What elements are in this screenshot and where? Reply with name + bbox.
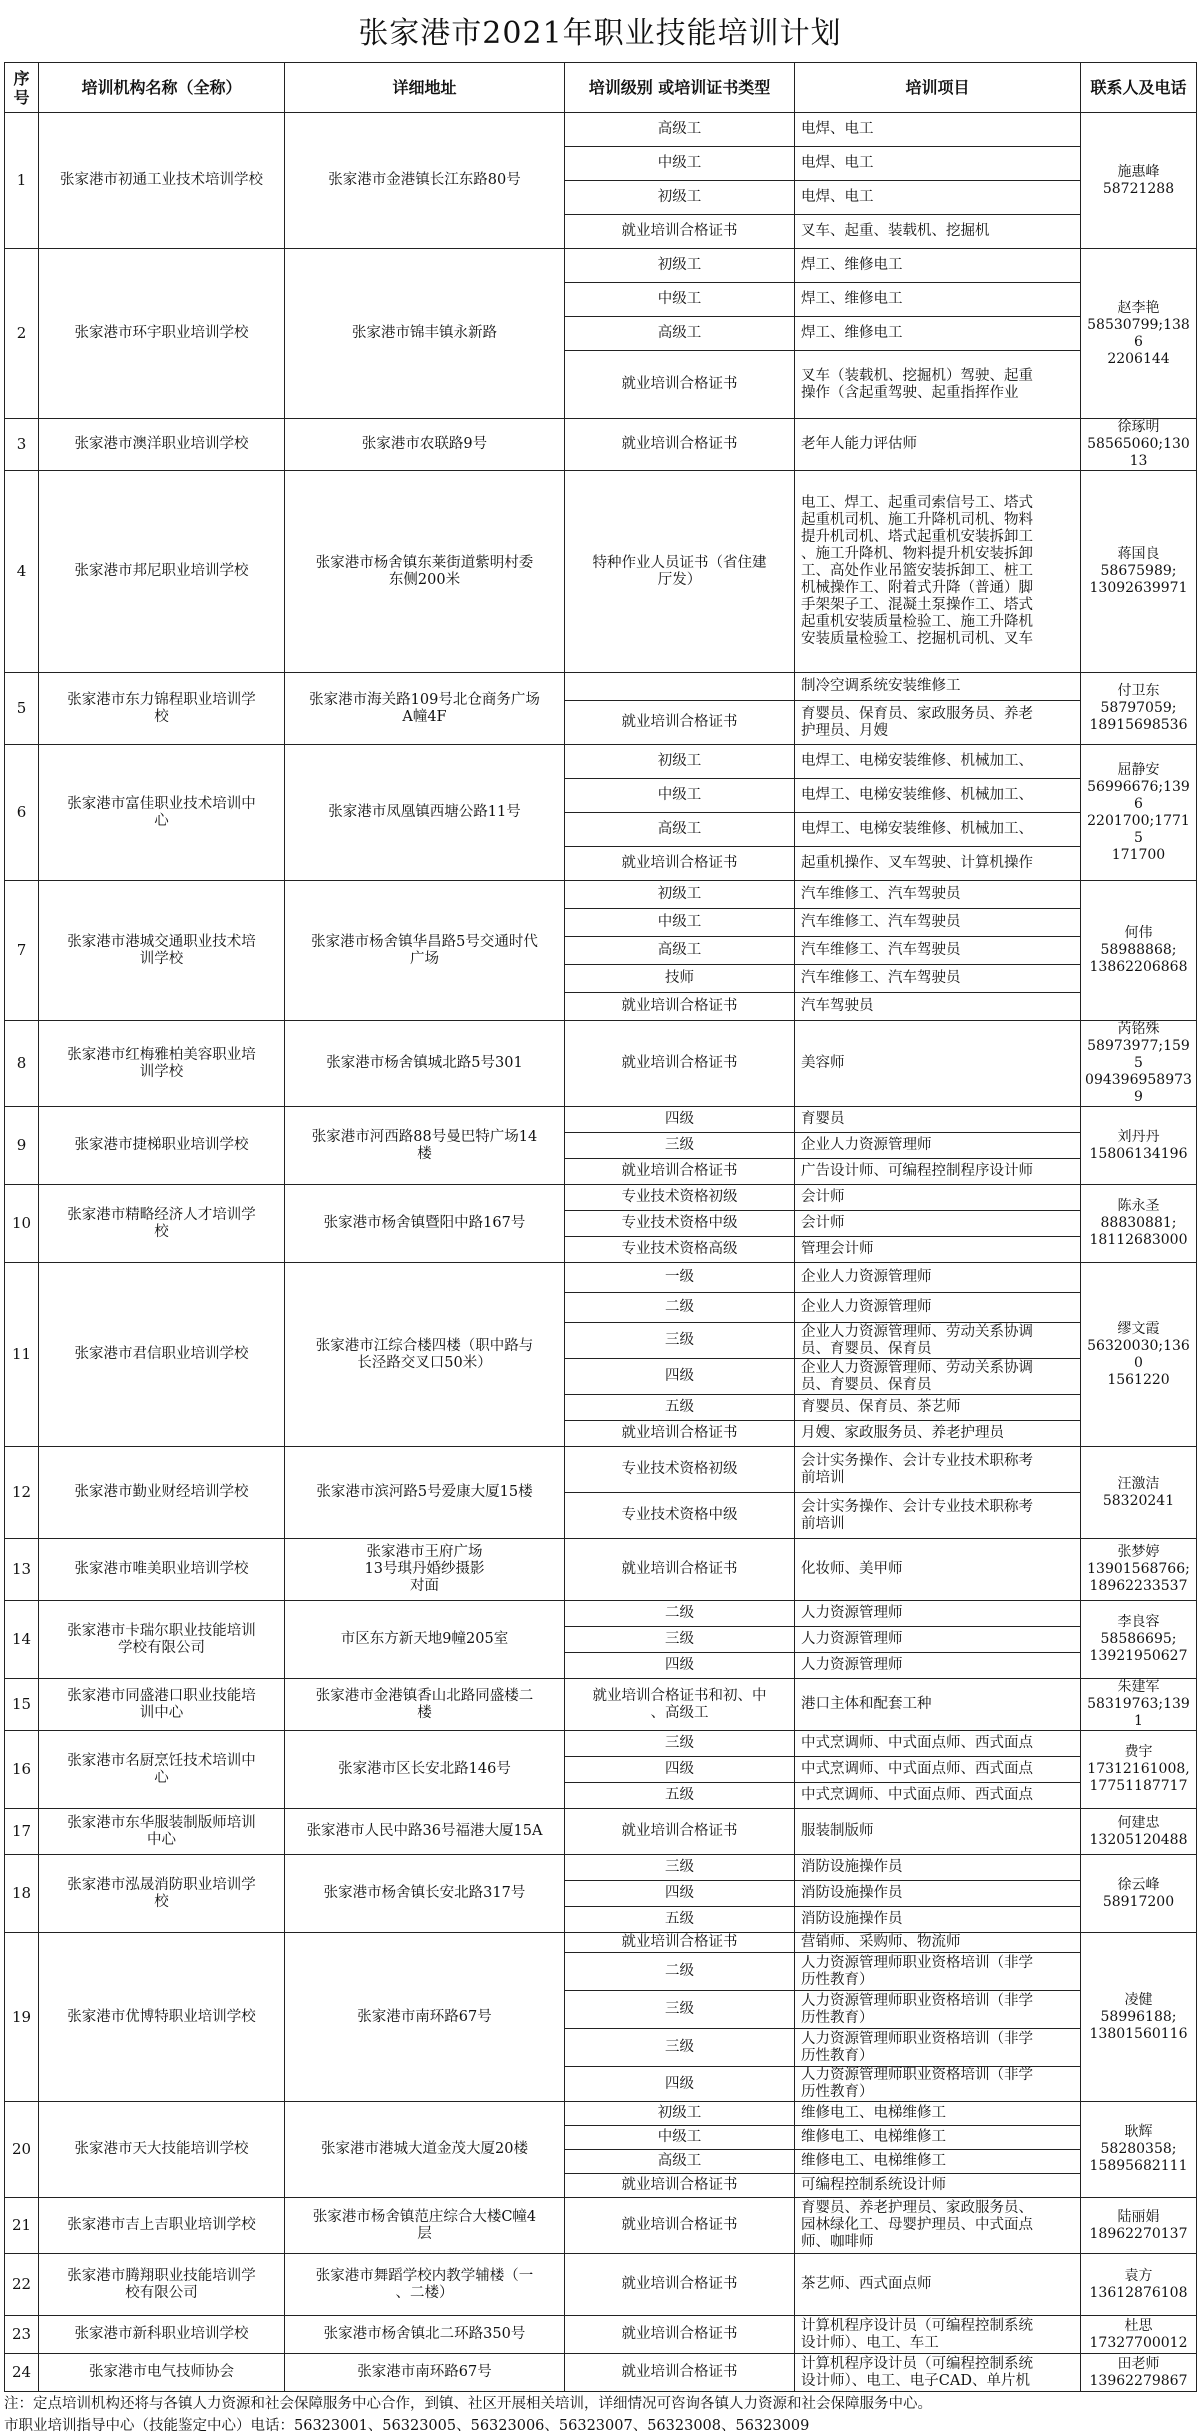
institution-name: 张家港市优博特职业培训学校: [39, 1933, 285, 2102]
training-level: 高级工: [565, 813, 795, 847]
row-number: 7: [5, 881, 39, 1021]
contact-info: 陆丽娟 18962270137: [1081, 2198, 1197, 2254]
training-project: 老年人能力评估师: [795, 419, 1081, 471]
training-level: 初级工: [565, 249, 795, 283]
hotline-note: 市职业培训指导中心（技能鉴定中心）电话：56323001、56323005、56323006、56323007、56323008、56323009: [4, 2418, 810, 2434]
contact-info: 朱建军 58319763;1391: [1081, 1679, 1197, 1731]
training-project: 中式烹调师、中式面点师、西式面点: [795, 1757, 1081, 1783]
institution-address: 张家港市杨舍镇暨阳中路167号: [285, 1185, 565, 1263]
training-level: 四级: [565, 1107, 795, 1133]
training-level: 一级: [565, 1263, 795, 1293]
table-row: [5, 1601, 1197, 1627]
contact-info: 李良容 58586695; 13921950627: [1081, 1601, 1197, 1679]
institution-address: 张家港市杨舍镇长安北路317号: [285, 1855, 565, 1933]
institution-address: 张家港市锦丰镇永新路: [285, 249, 565, 419]
row-number: 11: [5, 1263, 39, 1447]
row-number: 19: [5, 1933, 39, 2102]
training-level: 三级: [565, 1133, 795, 1159]
row-number: 18: [5, 1855, 39, 1933]
table-row: [5, 471, 1197, 673]
table-row: [5, 249, 1197, 283]
training-project: 人力资源管理师: [795, 1601, 1081, 1627]
training-level: 专业技术资格初级: [565, 1447, 795, 1493]
training-project: 汽车驾驶员: [795, 993, 1081, 1021]
training-project: 会计实务操作、会计专业技术职称考 前培训: [795, 1493, 1081, 1539]
training-project: 企业人力资源管理师: [795, 1293, 1081, 1323]
institution-address: 市区东方新天地9幢205室: [285, 1601, 565, 1679]
institution-name: 张家港市腾翔职业技能培训学 校有限公司: [39, 2254, 285, 2316]
training-level: 四级: [565, 2067, 795, 2102]
training-project: 育婴员、保育员、家政服务员、养老 护理员、月嫂: [795, 701, 1081, 745]
institution-name: 张家港市富佳职业技术培训中 心: [39, 745, 285, 881]
contact-info: 张梦婷 13901568766; 18962233537: [1081, 1539, 1197, 1601]
table-row: [5, 1107, 1197, 1133]
row-number: 9: [5, 1107, 39, 1185]
institution-name: 张家港市唯美职业培训学校: [39, 1539, 285, 1601]
contact-info: 赵李艳 58530799;1386 2206144: [1081, 249, 1197, 419]
institution-address: 张家港市南环路67号: [285, 2354, 565, 2392]
table-row: [5, 1539, 1197, 1601]
institution-address: 张家港市农联路9号: [285, 419, 565, 471]
training-level: [565, 673, 795, 701]
training-level: 二级: [565, 1601, 795, 1627]
training-level: 三级: [565, 2029, 795, 2067]
training-level: 就业培训合格证书: [565, 2316, 795, 2354]
training-project: 维修电工、电梯维修工: [795, 2126, 1081, 2150]
training-project: 企业人力资源管理师: [795, 1133, 1081, 1159]
institution-address: 张家港市人民中路36号福港大厦15A: [285, 1809, 565, 1855]
training-project: 育婴员: [795, 1107, 1081, 1133]
training-level: 就业培训合格证书: [565, 2254, 795, 2316]
institution-name: 张家港市东力锦程职业培训学 校: [39, 673, 285, 745]
training-level: 就业培训合格证书和初、中 、高级工: [565, 1679, 795, 1731]
row-number: 12: [5, 1447, 39, 1539]
training-project: 汽车维修工、汽车驾驶员: [795, 881, 1081, 909]
table-header-row: [5, 63, 1197, 113]
institution-name: 张家港市红梅雅柏美容职业培 训学校: [39, 1021, 285, 1107]
training-project: 可编程控制系统设计师: [795, 2174, 1081, 2198]
institution-address: 张家港市河西路88号曼巴特广场14 楼: [285, 1107, 565, 1185]
institution-address: 张家港市杨舍镇范庄综合大楼C幢4 层: [285, 2198, 565, 2254]
training-level: 三级: [565, 1991, 795, 2029]
training-project: 月嫂、家政服务员、养老护理员: [795, 1421, 1081, 1447]
table-row: [5, 1809, 1197, 1855]
training-level: 四级: [565, 1881, 795, 1907]
contact-info: 施惠峰 58721288: [1081, 113, 1197, 249]
table-row: [5, 1855, 1197, 1881]
training-level: 技师: [565, 965, 795, 993]
training-level: 中级工: [565, 909, 795, 937]
table-row: [5, 881, 1197, 909]
training-project: 电工、焊工、起重司索信号工、塔式 起重机司机、施工升降机司机、物料 提升机司机、塔式起重机安装拆卸工 、施工升降机、物料提升机安装拆卸 工、高处作业吊篮安装拆卸工、桩工 机械操作工、附着式升降（普通）脚 手架架子工、混凝土泵操作工、塔式 起重机安装质量检验工、施工升降机 安装质量检验工、挖掘机司机、叉车: [795, 471, 1081, 673]
training-level: 五级: [565, 1907, 795, 1933]
contact-info: 凌健 58996188; 13801560116: [1081, 1933, 1197, 2102]
training-level: 就业培训合格证书: [565, 1539, 795, 1601]
training-level: 四级: [565, 1359, 795, 1395]
institution-name: 张家港市卡瑞尔职业技能培训 学校有限公司: [39, 1601, 285, 1679]
row-number: 14: [5, 1601, 39, 1679]
contact-info: 杜思 17327700012: [1081, 2316, 1197, 2354]
training-project: 管理会计师: [795, 1237, 1081, 1263]
row-number: 1: [5, 113, 39, 249]
row-number: 4: [5, 471, 39, 673]
header-level: 培训级别 或培训证书类型: [565, 63, 795, 113]
training-level: 中级工: [565, 147, 795, 181]
institution-address: 张家港市南环路67号: [285, 1933, 565, 2102]
training-level: 中级工: [565, 283, 795, 317]
training-project: 叉车（装载机、挖掘机）驾驶、起重 操作（含起重驾驶、起重指挥作业: [795, 351, 1081, 419]
table-row: [5, 2198, 1197, 2254]
institution-name: 张家港市泓晟消防职业培训学 校: [39, 1855, 285, 1933]
training-project: 会计师: [795, 1185, 1081, 1211]
contact-info: 田老师 13962279867: [1081, 2354, 1197, 2392]
header-address: 详细地址: [285, 63, 565, 113]
training-level: 就业培训合格证书: [565, 1809, 795, 1855]
training-project: 企业人力资源管理师、劳动关系协调 员、育婴员、保育员: [795, 1359, 1081, 1395]
row-number: 17: [5, 1809, 39, 1855]
institution-address: 张家港市杨舍镇东莱街道紫明村委 东侧200米: [285, 471, 565, 673]
training-project: 人力资源管理师职业资格培训（非学 历性教育）: [795, 1991, 1081, 2029]
header-project: 培训项目: [795, 63, 1081, 113]
row-number: 20: [5, 2102, 39, 2198]
institution-address: 张家港市海关路109号北仓商务广场 A幢4F: [285, 673, 565, 745]
institution-address: 张家港市滨河路5号爱康大厦15楼: [285, 1447, 565, 1539]
institution-name: 张家港市澳洋职业培训学校: [39, 419, 285, 471]
training-level: 就业培训合格证书: [565, 993, 795, 1021]
row-number: 16: [5, 1731, 39, 1809]
training-level: 五级: [565, 1783, 795, 1809]
training-level: 就业培训合格证书: [565, 215, 795, 249]
institution-address: 张家港市舞蹈学校内教学辅楼（一 、二楼）: [285, 2254, 565, 2316]
training-project: 会计实务操作、会计专业技术职称考 前培训: [795, 1447, 1081, 1493]
table-row: [5, 2316, 1197, 2354]
training-level: 四级: [565, 1757, 795, 1783]
institution-name: 张家港市邦尼职业培训学校: [39, 471, 285, 673]
contact-info: 费宇 17312161008, 17751187717: [1081, 1731, 1197, 1809]
row-number: 5: [5, 673, 39, 745]
row-number: 15: [5, 1679, 39, 1731]
training-level: 特种作业人员证书（省住建 厅发）: [565, 471, 795, 673]
training-level: 专业技术资格中级: [565, 1493, 795, 1539]
institution-name: 张家港市名厨烹饪技术培训中 心: [39, 1731, 285, 1809]
training-project: 茶艺师、西式面点师: [795, 2254, 1081, 2316]
header-contact: 联系人及电话: [1081, 63, 1197, 113]
training-project: 电焊、电工: [795, 181, 1081, 215]
institution-address: 张家港市凤凰镇西塘公路11号: [285, 745, 565, 881]
training-level: 就业培训合格证书: [565, 2354, 795, 2392]
header-institution: 培训机构名称（全称）: [39, 63, 285, 113]
training-level: 三级: [565, 1731, 795, 1757]
training-level: 四级: [565, 1653, 795, 1679]
table-row: [5, 1263, 1197, 1293]
training-level: 就业培训合格证书: [565, 1421, 795, 1447]
institution-address: 张家港市杨舍镇北二环路350号: [285, 2316, 565, 2354]
training-level: 初级工: [565, 745, 795, 779]
training-project: 制冷空调系统安装维修工: [795, 673, 1081, 701]
training-level: 高级工: [565, 937, 795, 965]
table-row: [5, 1447, 1197, 1493]
contact-info: 汪激洁 58320241: [1081, 1447, 1197, 1539]
training-project: 焊工、维修电工: [795, 249, 1081, 283]
institution-name: 张家港市港城交通职业技术培 训学校: [39, 881, 285, 1021]
training-project: 焊工、维修电工: [795, 317, 1081, 351]
footnote: 注：定点培训机构还将与各镇人力资源和社会保障服务中心合作，到镇、社区开展相关培训，详细情况可咨询各镇人力资源和社会保障服务中心。: [4, 2396, 932, 2412]
training-level: 三级: [565, 1323, 795, 1359]
training-project: 电焊工、电梯安装维修、机械加工、: [795, 745, 1081, 779]
training-project: 消防设施操作员: [795, 1881, 1081, 1907]
training-level: 三级: [565, 1855, 795, 1881]
table-row: [5, 1679, 1197, 1731]
training-project: 电焊、电工: [795, 113, 1081, 147]
training-project: 消防设施操作员: [795, 1855, 1081, 1881]
training-level: 五级: [565, 1395, 795, 1421]
training-project: 中式烹调师、中式面点师、西式面点: [795, 1783, 1081, 1809]
training-level: 就业培训合格证书: [565, 351, 795, 419]
contact-info: 徐云峰 58917200: [1081, 1855, 1197, 1933]
institution-name: 张家港市精略经济人才培训学 校: [39, 1185, 285, 1263]
training-level: 就业培训合格证书: [565, 1159, 795, 1185]
training-level: 就业培训合格证书: [565, 1933, 795, 1953]
contact-info: 蒋国良 58675989; 13092639971: [1081, 471, 1197, 673]
row-number: 10: [5, 1185, 39, 1263]
training-project: 会计师: [795, 1211, 1081, 1237]
institution-address: 张家港市江综合楼四楼（职中路与 长泾路交叉口50米）: [285, 1263, 565, 1447]
institution-name: 张家港市君信职业培训学校: [39, 1263, 285, 1447]
training-project: 美容师: [795, 1021, 1081, 1107]
contact-info: 袁方 13612876108: [1081, 2254, 1197, 2316]
training-level: 就业培训合格证书: [565, 847, 795, 881]
training-project: 人力资源管理师: [795, 1627, 1081, 1653]
training-level: 中级工: [565, 779, 795, 813]
training-project: 电焊、电工: [795, 147, 1081, 181]
training-level: 中级工: [565, 2126, 795, 2150]
training-project: 营销师、采购师、物流师: [795, 1933, 1081, 1953]
training-project: 叉车、起重、装载机、挖掘机: [795, 215, 1081, 249]
institution-address: 张家港市杨舍镇城北路5号301: [285, 1021, 565, 1107]
training-level: 专业技术资格初级: [565, 1185, 795, 1211]
training-level: 就业培训合格证书: [565, 701, 795, 745]
training-project: 人力资源管理师职业资格培训（非学 历性教育）: [795, 2029, 1081, 2067]
row-number: 6: [5, 745, 39, 881]
contact-info: 何建忠 13205120488: [1081, 1809, 1197, 1855]
training-project: 计算机程序设计员（可编程控制系统 设计师）、电工、电子CAD、单片机: [795, 2354, 1081, 2392]
training-level: 三级: [565, 1627, 795, 1653]
training-project: 育婴员、保育员、茶艺师: [795, 1395, 1081, 1421]
training-project: 人力资源管理师: [795, 1653, 1081, 1679]
training-project: 汽车维修工、汽车驾驶员: [795, 965, 1081, 993]
training-level: 就业培训合格证书: [565, 2174, 795, 2198]
institution-name: 张家港市吉上吉职业培训学校: [39, 2198, 285, 2254]
contact-info: 屈静安 56996676;1396 2201700;17715 171700: [1081, 745, 1197, 881]
table-row: [5, 1933, 1197, 1953]
training-project: 汽车维修工、汽车驾驶员: [795, 937, 1081, 965]
contact-info: 芮铭殊 58973977;1595 0943969589739: [1081, 1021, 1197, 1107]
training-level: 初级工: [565, 2102, 795, 2126]
institution-name: 张家港市新科职业培训学校: [39, 2316, 285, 2354]
table-row: [5, 1731, 1197, 1757]
contact-info: 徐琢明 58565060;13013: [1081, 419, 1197, 471]
training-project: 维修电工、电梯维修工: [795, 2150, 1081, 2174]
training-project: 港口主体和配套工种: [795, 1679, 1081, 1731]
institution-address: 张家港市杨舍镇华昌路5号交通时代 广场: [285, 881, 565, 1021]
training-project: 企业人力资源管理师: [795, 1263, 1081, 1293]
row-number: 8: [5, 1021, 39, 1107]
training-level: 就业培训合格证书: [565, 419, 795, 471]
training-project: 中式烹调师、中式面点师、西式面点: [795, 1731, 1081, 1757]
institution-name: 张家港市东华服装制版师培训 中心: [39, 1809, 285, 1855]
table-row: [5, 2254, 1197, 2316]
training-project: 服装制版师: [795, 1809, 1081, 1855]
training-plan-table: [4, 62, 1197, 2392]
institution-address: 张家港市金港镇香山北路同盛楼二 楼: [285, 1679, 565, 1731]
training-project: 焊工、维修电工: [795, 283, 1081, 317]
institution-name: 张家港市初通工业技术培训学校: [39, 113, 285, 249]
table-row: [5, 113, 1197, 147]
training-project: 汽车维修工、汽车驾驶员: [795, 909, 1081, 937]
row-number: 23: [5, 2316, 39, 2354]
row-number: 21: [5, 2198, 39, 2254]
training-level: 高级工: [565, 317, 795, 351]
training-level: 初级工: [565, 881, 795, 909]
contact-info: 缪文霞 56320030;1360 1561220: [1081, 1263, 1197, 1447]
institution-address: 张家港市港城大道金茂大厦20楼: [285, 2102, 565, 2198]
table-row: [5, 2102, 1197, 2126]
institution-name: 张家港市电气技师协会: [39, 2354, 285, 2392]
training-project: 电焊工、电梯安装维修、机械加工、: [795, 779, 1081, 813]
training-project: 计算机程序设计员（可编程控制系统 设计师）、电工、车工: [795, 2316, 1081, 2354]
row-number: 3: [5, 419, 39, 471]
training-level: 专业技术资格高级: [565, 1237, 795, 1263]
institution-address: 张家港市金港镇长江东路80号: [285, 113, 565, 249]
contact-info: 何伟 58988868; 13862206868: [1081, 881, 1197, 1021]
training-project: 广告设计师、可编程控制程序设计师: [795, 1159, 1081, 1185]
training-project: 人力资源管理师职业资格培训（非学 历性教育）: [795, 1953, 1081, 1991]
training-project: 人力资源管理师职业资格培训（非学 历性教育）: [795, 2067, 1081, 2102]
table-row: [5, 419, 1197, 471]
row-number: 2: [5, 249, 39, 419]
training-level: 二级: [565, 1293, 795, 1323]
contact-info: 耿辉 58280358; 15895682111: [1081, 2102, 1197, 2198]
training-project: 电焊工、电梯安装维修、机械加工、: [795, 813, 1081, 847]
training-project: 维修电工、电梯维修工: [795, 2102, 1081, 2126]
institution-name: 张家港市环宇职业培训学校: [39, 249, 285, 419]
training-project: 育婴员、养老护理员、家政服务员、 园林绿化工、母婴护理员、中式面点 师、咖啡师: [795, 2198, 1081, 2254]
contact-info: 陈永圣 88830881; 18112683000: [1081, 1185, 1197, 1263]
row-number: 24: [5, 2354, 39, 2392]
row-number: 13: [5, 1539, 39, 1601]
training-level: 二级: [565, 1953, 795, 1991]
training-project: 化妆师、美甲师: [795, 1539, 1081, 1601]
page-title: 张家港市2021年职业技能培训计划: [358, 16, 842, 51]
training-level: 就业培训合格证书: [565, 1021, 795, 1107]
header-no: 序号: [5, 63, 39, 113]
institution-address: 张家港市区长安北路146号: [285, 1731, 565, 1809]
institution-name: 张家港市同盛港口职业技能培 训中心: [39, 1679, 285, 1731]
row-number: 22: [5, 2254, 39, 2316]
institution-name: 张家港市天大技能培训学校: [39, 2102, 285, 2198]
institution-address: 张家港市王府广场 13号琪丹婚纱摄影 对面: [285, 1539, 565, 1601]
contact-info: 刘丹丹 15806134196: [1081, 1107, 1197, 1185]
institution-name: 张家港市勤业财经培训学校: [39, 1447, 285, 1539]
training-level: 初级工: [565, 181, 795, 215]
table-row: [5, 1185, 1197, 1211]
training-level: 高级工: [565, 113, 795, 147]
training-level: 就业培训合格证书: [565, 2198, 795, 2254]
contact-info: 付卫东 58797059; 18915698536: [1081, 673, 1197, 745]
training-project: 消防设施操作员: [795, 1907, 1081, 1933]
training-level: 专业技术资格中级: [565, 1211, 795, 1237]
institution-name: 张家港市捷梯职业培训学校: [39, 1107, 285, 1185]
table-row: [5, 745, 1197, 779]
training-level: 高级工: [565, 2150, 795, 2174]
training-project: 起重机操作、叉车驾驶、计算机操作: [795, 847, 1081, 881]
table-row: [5, 673, 1197, 701]
training-project: 企业人力资源管理师、劳动关系协调 员、育婴员、保育员: [795, 1323, 1081, 1359]
table-row: [5, 1021, 1197, 1107]
table-row: [5, 2354, 1197, 2392]
